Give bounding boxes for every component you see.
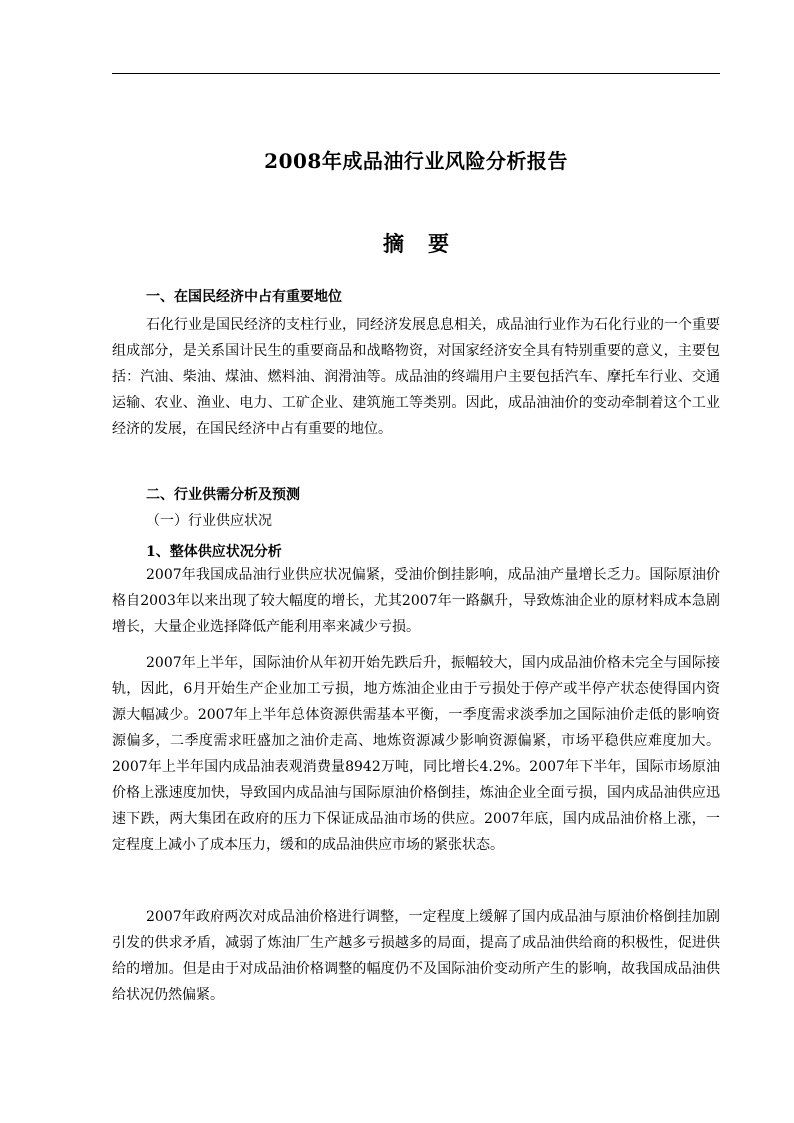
abstract-heading: 摘要 xyxy=(383,231,473,256)
section2-subheading: （一）行业供应状况 xyxy=(146,513,272,529)
section2-paragraph-2: 2007年上半年，国际油价从年初开始先跌后升，振幅较大，国内成品油价格未完全与国际接轨，因此，6月开始生产企业加工亏损，地方炼油企业由于亏损处于停产或半停产状态使得国内资源大幅减少。2007年上半年总体资源供需基本平衡，一季度需求淡季加之国际油价走低的影响资源偏多，二季度需求旺盛加之油价走高、地炼资源减少影响资源偏紧，市场平稳供应难度加大。2007年上半年国内成品油表观消费量8942万吨，同比增长4.2%。2007年下半年，国际市场原油价格上涨速度加快，导致国内成品油与国际原油价格倒挂，炼油企业全面亏损，国内成品油供应迅速下跌，两大集团在政府的压力下保证成品油市场的供应。2007年底，国内成品油价格上涨，一定程度上减小了成本压力，缓和的成品油供应市场的紧张状态。 xyxy=(112,655,720,853)
section2-heading: 二、行业供需分析及预测 xyxy=(146,487,300,503)
section2-paragraph-3: 2007年政府两次对成品油价格进行调整，一定程度上缓解了国内成品油与原油价格倒挂加剧引发的供求矛盾，减弱了炼油厂生产越多亏损越多的局面，提高了成品油供给商的积极性，促进供给的增加。但是由于对成品油价格调整的幅度仍不及国际油价变动所产生的影响，故我国成品油供给状况仍然偏紧。 xyxy=(112,909,720,1003)
section1-paragraph: 石化行业是国民经济的支柱行业，同经济发展息息相关，成品油行业作为石化行业的一个重要组成部分，是关系国计民生的重要商品和战略物资，对国家经济安全具有特别重要的意义，主要包括：汽油、柴油、煤油、燃料油、润滑油等。成品油的终端用户主要包括汽车、摩托车行业、交通运输、农业、渔业、电力、工矿企业、建筑施工等类别。因此，成品油油价的变动牵制着这个工业经济的发展，在国民经济中占有重要的地位。 xyxy=(112,317,720,437)
section2-subsubheading: 1、整体供应状况分析 xyxy=(146,544,282,560)
document-title: 2008年成品油行业风险分析报告 xyxy=(264,149,568,173)
section2-paragraph-1: 2007年我国成品油行业供应状况偏紧，受油价倒挂影响，成品油产量增长乏力。国际原油价格自2003年以来出现了较大幅度的增长，尤其2007年一路飙升，导致炼油企业的原材料成本急剧增长，大量企业选择降低产能利用率来减少亏损。 xyxy=(112,567,720,635)
section1-heading: 一、在国民经济中占有重要地位 xyxy=(146,289,342,305)
header-rule xyxy=(112,73,720,74)
